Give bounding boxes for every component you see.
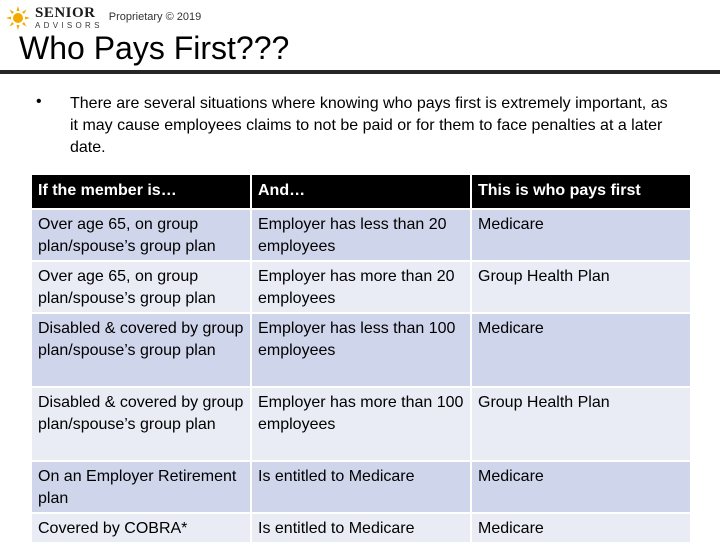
header-member: If the member is… [31,174,251,209]
logo-wordmark [35,6,103,30]
slide-header [6,6,201,30]
condition-cell: Is entitled to Medicare [251,513,471,543]
table-row [31,387,691,461]
condition-cell: Employer has more than 20 employees [251,261,471,313]
header-who-pays: This is who pays first [471,174,691,209]
logo-advisors-text: ADVISORS [35,21,103,30]
member-cell: Over age 65, on group plan/spouse’s group plan [31,261,251,313]
payer-cell: Medicare [471,209,691,261]
proprietary-notice: Proprietary © 2019 [108,11,202,23]
table-row [31,261,691,313]
bullet-marker: • [36,93,42,110]
table-row [31,513,691,543]
condition-cell: Employer has more than 100 employees [251,387,471,461]
table-row [31,461,691,513]
member-cell: On an Employer Retirement plan [31,461,251,513]
payer-cell: Medicare [471,513,691,543]
table-row [31,313,691,387]
table-header-row [31,174,691,209]
payer-cell: Medicare [471,313,691,387]
condition-cell: Is entitled to Medicare [251,461,471,513]
condition-cell: Employer has less than 100 employees [251,313,471,387]
header-and: And… [251,174,471,209]
payer-cell: Group Health Plan [471,387,691,461]
payer-cell: Medicare [471,461,691,513]
member-cell: Covered by COBRA* [31,513,251,543]
member-cell: Over age 65, on group plan/spouse’s group plan [31,209,251,261]
sun-logo-icon [6,6,30,30]
member-cell: Disabled & covered by group plan/spouse’s group plan [31,387,251,461]
title-divider [0,70,720,74]
member-cell: Disabled & covered by group plan/spouse’s group plan [31,313,251,387]
condition-cell: Employer has less than 20 employees [251,209,471,261]
logo-senior-text: SENIOR [35,5,96,21]
table-row [31,209,691,261]
who-pays-table [30,173,692,544]
slide-title: Who Pays First??? [19,30,290,66]
bullet-text: There are several situations where knowing who pays first is extremely important, as it may cause employees claims to not be paid or for them to face penalties at a later date. [70,95,668,156]
payer-cell: Group Health Plan [471,261,691,313]
